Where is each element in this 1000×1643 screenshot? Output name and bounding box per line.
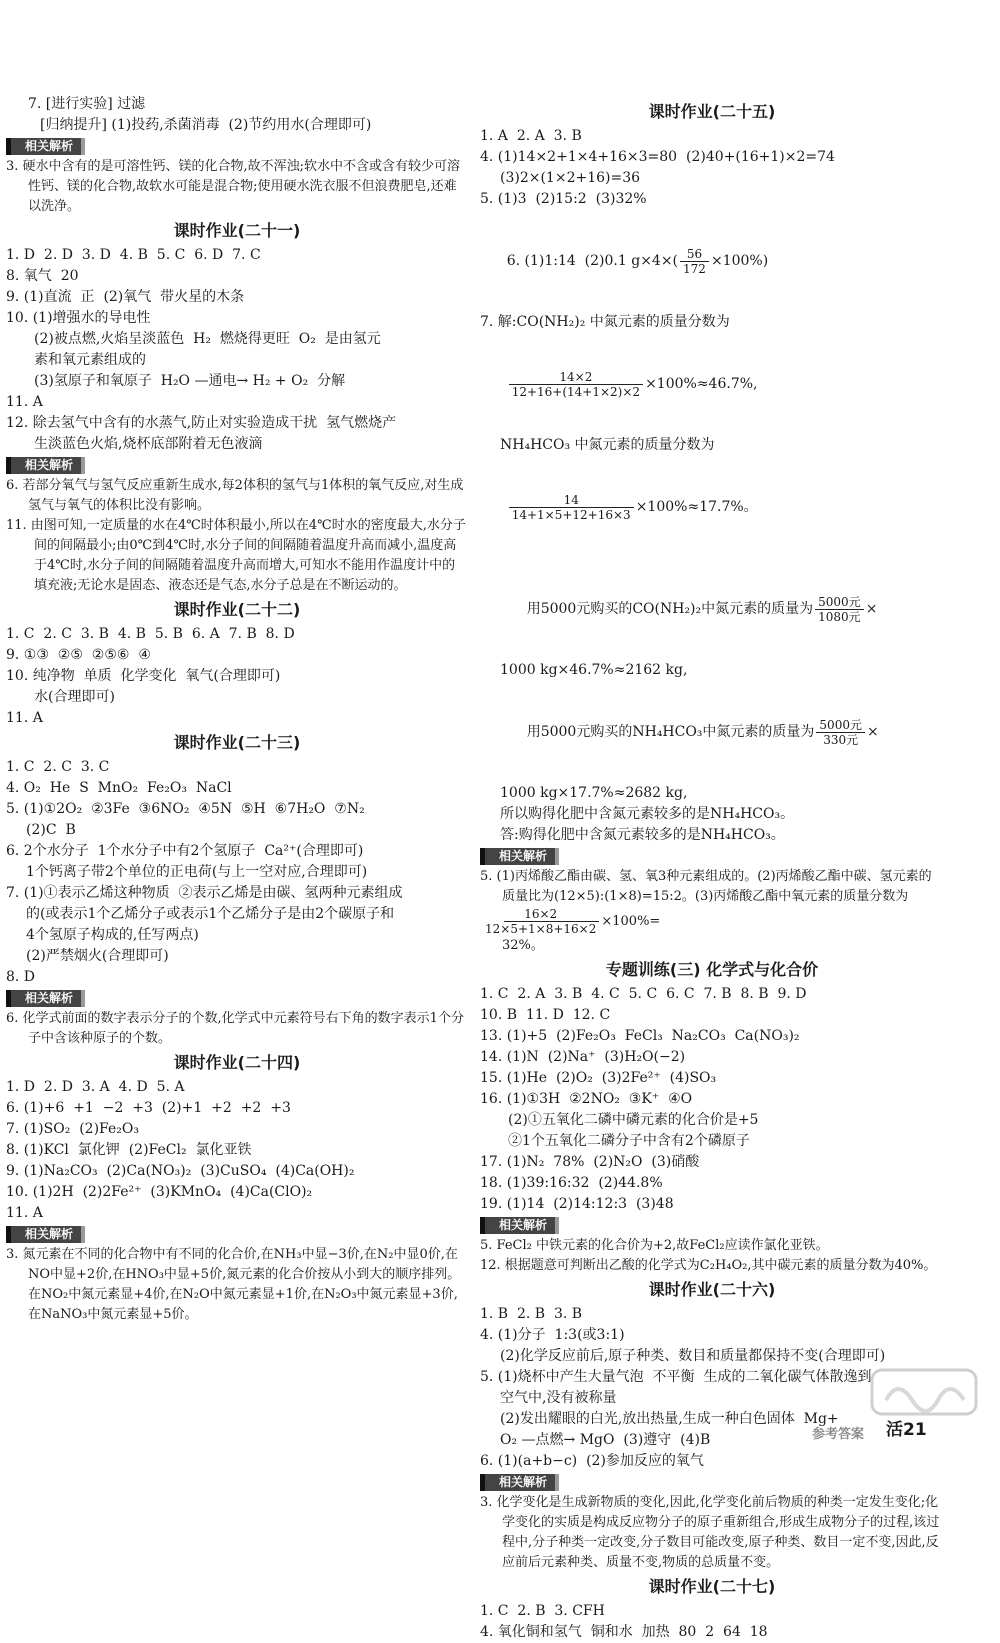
answer-line: [归纳提升] (1)投药,杀菌消毒 (2)节约用水(合理即可) bbox=[40, 117, 372, 133]
fraction bbox=[485, 907, 599, 936]
answer-line: 8. (1)KCl 氯化钾 (2)FeCl₂ 氯化亚铁 bbox=[6, 1142, 252, 1158]
answer-line: ②1个五氧化二磷分子中含有2个磷原子 bbox=[508, 1133, 750, 1149]
page-number: 活21 bbox=[886, 1420, 927, 1440]
answer-line: 所以购得化肥中含氮元素较多的是NH₄HCO₃。 bbox=[500, 806, 795, 822]
analysis-badge: 相关解析 bbox=[6, 457, 85, 474]
answer-line: 11. A bbox=[6, 1205, 43, 1221]
analysis-note: 5. FeCl₂ 中铁元素的化合价为+2,故FeCl₂应读作氯化亚铁。 bbox=[480, 1238, 829, 1253]
text-run: × bbox=[865, 601, 878, 617]
answer-line: 13. (1)+5 (2)Fe₂O₃ FeCl₃ Na₂CO₃ Ca(NO₃)₂ bbox=[480, 1028, 800, 1044]
answer-line: (2)被点燃,火焰呈淡蓝色 H₂ 燃烧得更旺 O₂ 是由氢元 bbox=[34, 331, 381, 347]
answer-line: 4. 氧化铜和氢气 铜和水 加热 80 2 64 18 bbox=[480, 1624, 768, 1640]
answer-line: 1. D 2. D 3. A 4. D 5. A bbox=[6, 1079, 185, 1095]
analysis-badge: 相关解析 bbox=[6, 1226, 85, 1243]
answer-line: (2)发出耀眼的白光,放出热量,生成一种白色固体 Mg+ bbox=[500, 1411, 839, 1427]
fraction-denominator: 12+16+(14+1×2)×2 bbox=[511, 384, 641, 399]
watermark-logo bbox=[868, 1360, 980, 1424]
answer-line: 10. 纯净物 单质 化学变化 氧气(合理即可) bbox=[6, 668, 281, 684]
answer-line: 答:购得化肥中含氮元素较多的是NH₄HCO₃。 bbox=[500, 827, 785, 843]
text-run: ×100%= bbox=[601, 914, 661, 929]
answer-line: 9. ①③ ②⑤ ②⑤⑥ ④ bbox=[6, 647, 151, 663]
answer-line: 11. A bbox=[6, 710, 43, 726]
analysis-note: 12. 根据题意可判断出乙酸的化学式为C₂H₄O₂,其中碳元素的质量分数为40%。 bbox=[480, 1258, 937, 1273]
answer-line: 1个钙离子带2个单位的正电荷(与上一空对应,合理即可) bbox=[26, 864, 368, 880]
fraction-numerator: 14×2 bbox=[509, 370, 643, 385]
answer-line: 7. (1)SO₂ (2)Fe₂O₃ bbox=[6, 1121, 139, 1137]
answer-line: 8. D bbox=[6, 969, 36, 985]
text-run: 6. (1)1:14 (2)0.1 g×4×( bbox=[506, 253, 679, 269]
section-heading: 课时作业(二十三) bbox=[173, 733, 301, 752]
answer-line: 10. (1)2H (2)2Fe²⁺ (3)KMnO₄ (4)Ca(ClO)₂ bbox=[6, 1184, 313, 1200]
fraction-denominator: 12×5+1×8+16×2 bbox=[485, 922, 597, 936]
text-run: ×100%≈17.7%。 bbox=[635, 499, 758, 515]
answer-line: 1. C 2. A 3. B 4. C 5. C 6. C 7. B 8. B 9. D bbox=[480, 986, 807, 1002]
answer-line: 7. (1)①表示乙烯这种物质 ②表示乙烯是由碳、氢两种元素组成 bbox=[6, 885, 403, 901]
answer-line: 4个氢原子构成的,任写两点) bbox=[26, 927, 199, 943]
section-heading: 课时作业(二十一) bbox=[173, 221, 301, 240]
text-run: × bbox=[866, 724, 879, 740]
answer-line: 6. 2个水分子 1个水分子中有2个氢原子 Ca²⁺(合理即可) bbox=[6, 843, 364, 859]
answer-line: 6. (1)+6 +1 −2 +3 (2)+1 +2 +2 +3 bbox=[6, 1100, 291, 1116]
fraction bbox=[815, 595, 864, 624]
answer-line: 8. 氧气 20 bbox=[6, 268, 79, 284]
footer-label: 参考答案 bbox=[812, 1427, 865, 1442]
fraction bbox=[680, 247, 709, 276]
section-heading: 课时作业(二十四) bbox=[173, 1053, 301, 1072]
fraction-numerator: 5000元 bbox=[816, 718, 865, 733]
answer-line: (2)化学反应前后,原子种类、数目和质量都保持不变(合理即可) bbox=[500, 1348, 886, 1364]
answer-line: 1. B 2. B 3. B bbox=[480, 1306, 583, 1322]
analysis-note: 3. 氮元素在不同的化合物中有不同的化合价,在NH₃中显−3价,在N₂中显0价,在NO中显+2价,在HNO₃中显+5价,氮元素的化合价按从小到大的顺序排列。在NO₂中氮元素显+4价,在N₂O中氮元素显+1价,在N₂O₃中氮元素显+3价,在NaNO₃中氮元素显+5价。 bbox=[6, 1247, 461, 1322]
formula-line bbox=[480, 558, 944, 660]
answer-line: 5. (1)①2O₂ ②3Fe ③6NO₂ ④5N ⑤H ⑥7H₂O ⑦N₂ bbox=[6, 801, 365, 817]
answer-line: 6. (1)(a+b−c) (2)参加反应的氧气 bbox=[480, 1453, 704, 1469]
text-run: 5. (1)丙烯酸乙酯由碳、氢、氧3种元素组成的。(2)丙烯酸乙酯中碳、氢元素的质量比为(12×5):(1×8)=15:2。(3)丙烯酸乙酯中氧元素的质量分数为 bbox=[480, 869, 932, 904]
answer-line: NH₄HCO₃ 中氮元素的质量分数为 bbox=[500, 437, 715, 453]
answer-line: 12. 除去氢气中含有的水蒸气,防止对实验造成干扰 氢气燃烧产 bbox=[6, 415, 397, 431]
answer-line: 素和氧元素组成的 bbox=[34, 352, 146, 368]
analysis-note: 3. 硬水中含有的是可溶性钙、镁的化合物,故不浑浊;软水中不含或含有较少可溶性钙、镁的化合物,故软水可能是混合物;使用硬水洗衣服不但浪费肥皂,还难以洗净。 bbox=[6, 159, 461, 214]
answer-line: 15. (1)He (2)O₂ (3)2Fe²⁺ (4)SO₃ bbox=[480, 1070, 717, 1086]
answer-line: 11. A bbox=[6, 394, 43, 410]
analysis-note: 6. 若部分氧气与氢气反应重新生成水,每2体积的氢气与1体积的氧气反应,对生成氢气与氧气的体积比没有影响。 bbox=[6, 478, 464, 513]
fraction bbox=[509, 370, 643, 399]
answer-line: 18. (1)39:16:32 (2)44.8% bbox=[480, 1175, 663, 1191]
analysis-badge: 相关解析 bbox=[480, 848, 559, 865]
section-heading: 课时作业(二十七) bbox=[648, 1577, 776, 1596]
section-heading: 课时作业(二十六) bbox=[648, 1280, 776, 1299]
answer-line: 5. (1)烧杯中产生大量气泡 不平衡 生成的二氧化碳气体散逸到 bbox=[480, 1369, 872, 1385]
answer-line: 4. (1)14×2+1×4+16×3=80 (2)40+(16+1)×2=74 bbox=[480, 149, 835, 165]
fraction-denominator: 1080元 bbox=[818, 609, 861, 624]
answer-line: 空气中,没有被称量 bbox=[500, 1390, 617, 1406]
answer-line: 的(或表示1个乙烯分子或表示1个乙烯分子是由2个碳原子和 bbox=[26, 906, 395, 922]
section-heading: 课时作业(二十二) bbox=[173, 600, 301, 619]
answer-line: 10. B 11. D 12. C bbox=[480, 1007, 611, 1023]
answer-line: 9. (1)直流 正 (2)氧气 带火星的木条 bbox=[6, 289, 245, 305]
answer-line: 1. C 2. C 3. B 4. B 5. B 6. A 7. B 8. D bbox=[6, 626, 295, 642]
answer-line: 7. 解:CO(NH₂)₂ 中氮元素的质量分数为 bbox=[480, 314, 730, 330]
answer-line: 1. A 2. A 3. B bbox=[480, 128, 582, 144]
answer-line: 7. [进行实验] 过滤 bbox=[28, 96, 146, 112]
answer-line-6 bbox=[480, 210, 944, 312]
answer-line: (2)严禁烟火(合理即可) bbox=[26, 948, 169, 964]
answer-line: 5. (1)3 (2)15:2 (3)32% bbox=[480, 191, 647, 207]
analysis-note: 6. 化学式前面的数字表示分子的个数,化学式中元素符号右下角的数字表示1个分子中含该种原子的个数。 bbox=[6, 1011, 464, 1046]
answer-line: 1. C 2. B 3. CFH bbox=[480, 1603, 605, 1619]
fraction-denominator: 14+1×5+12+16×3 bbox=[511, 507, 631, 522]
answer-line: 4. O₂ He S MnO₂ Fe₂O₃ NaCl bbox=[6, 780, 232, 796]
analysis-note: 11. 由图可知,一定质量的水在4℃时体积最小,所以在4℃时水的密度最大,水分子间的间隔最小;由0℃到4℃时,水分子间的间隔随着温度升高而减小,温度高于4℃时,水分子间的间隔随着温度升高而增大,可知水不能用作温度计中的填充液;无论水是固态、液态还是气态,水分子总是在不断运动的。 bbox=[6, 518, 466, 593]
answer-line: 生淡蓝色火焰,烧杯底部附着无色液滴 bbox=[34, 436, 263, 452]
text-run: 用5000元购买的NH₄HCO₃中氮元素的质量为 bbox=[526, 724, 815, 740]
answer-line: 9. (1)Na₂CO₃ (2)Ca(NO₃)₂ (3)CuSO₄ (4)Ca(OH)₂ bbox=[6, 1163, 355, 1179]
formula-line bbox=[480, 456, 944, 558]
answer-line: 19. (1)14 (2)14:12:3 (3)48 bbox=[480, 1196, 674, 1212]
analysis-badge: 相关解析 bbox=[480, 1217, 559, 1234]
fraction bbox=[509, 493, 634, 522]
answer-line: 1000 kg×46.7%≈2162 kg, bbox=[500, 662, 688, 678]
fraction-numerator: 5000元 bbox=[815, 595, 864, 610]
answer-line: (3)氢原子和氧原子 H₂O —通电→ H₂ + O₂ 分解 bbox=[34, 373, 346, 389]
text-run: 用5000元购买的CO(NH₂)₂中氮元素的质量为 bbox=[526, 601, 814, 617]
analysis-badge: 相关解析 bbox=[6, 138, 85, 155]
answer-line: 1. D 2. D 3. D 4. B 5. C 6. D 7. C bbox=[6, 247, 261, 263]
section-heading: 专题训练(三) 化学式与化合价 bbox=[605, 960, 819, 979]
answer-line: O₂ —点燃→ MgO (3)遵守 (4)B bbox=[500, 1432, 711, 1448]
analysis-note bbox=[480, 867, 944, 956]
formula-line bbox=[480, 681, 944, 783]
text-run: ×100%) bbox=[710, 253, 769, 269]
answer-line: 1. C 2. C 3. C bbox=[6, 759, 110, 775]
text-run: 32%。 bbox=[502, 938, 544, 953]
fraction-numerator: 56 bbox=[680, 247, 709, 262]
left-column bbox=[6, 94, 468, 1325]
page-footer bbox=[812, 1418, 942, 1444]
text-run: ×100%≈46.7%, bbox=[645, 376, 758, 392]
answer-line: 1000 kg×17.7%≈2682 kg, bbox=[500, 785, 688, 801]
answer-line: 14. (1)N (2)Na⁺ (3)H₂O(−2) bbox=[480, 1049, 686, 1065]
fraction-numerator: 14 bbox=[509, 493, 634, 508]
answer-line: 16. (1)①3H ②2NO₂ ③K⁺ ④O bbox=[480, 1091, 693, 1107]
answer-line: 17. (1)N₂ 78% (2)N₂O (3)硝酸 bbox=[480, 1154, 700, 1170]
answer-line: (2)①五氧化二磷中磷元素的化合价是+5 bbox=[508, 1112, 759, 1128]
answer-line: (2)C B bbox=[26, 822, 76, 838]
analysis-note: 3. 化学变化是生成新物质的变化,因此,化学变化前后物质的种类一定发生变化;化学变化的实质是构成反应物分子的原子重新组合,形成生成物分子的过程,该过程中,分子种类一定改变,分子数目可能改变,原子种类、数目一定不变,因此,反应前后元素种类、质量不变,物质的总质量不变。 bbox=[480, 1495, 940, 1570]
formula-line bbox=[480, 333, 944, 435]
answer-line: (3)2×(1×2+16)=36 bbox=[500, 170, 641, 186]
answer-line: 4. (1)分子 1:3(或3:1) bbox=[480, 1327, 625, 1343]
fraction-numerator: 16×2 bbox=[504, 907, 599, 922]
answer-line: 10. (1)增强水的导电性 bbox=[6, 310, 151, 326]
section-heading: 课时作业(二十五) bbox=[648, 102, 776, 121]
analysis-badge: 相关解析 bbox=[6, 990, 85, 1007]
fraction-denominator: 172 bbox=[683, 261, 706, 276]
fraction bbox=[816, 718, 865, 747]
answer-line: 水(合理即可) bbox=[34, 689, 115, 705]
analysis-badge: 相关解析 bbox=[480, 1474, 559, 1491]
fraction-denominator: 330元 bbox=[823, 732, 859, 747]
